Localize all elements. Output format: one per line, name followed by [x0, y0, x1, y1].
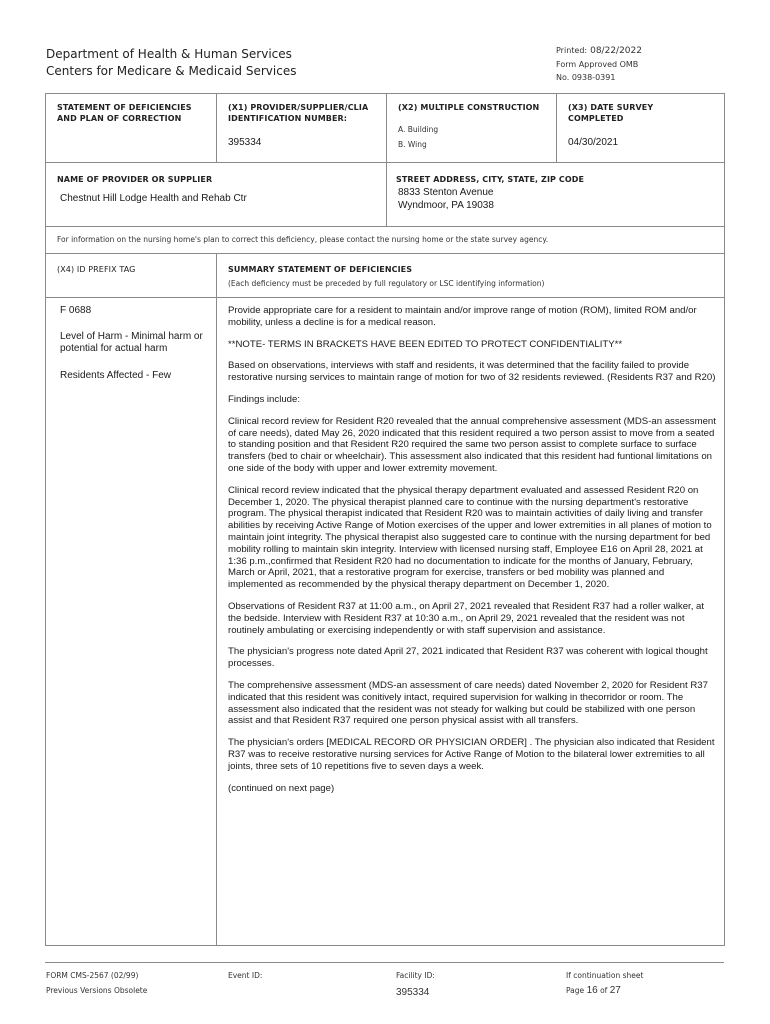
x2-building: A. Building	[398, 125, 439, 134]
agency-header	[46, 46, 296, 80]
divider	[216, 93, 217, 162]
harm-level: Level of Harm - Minimal harm or potential for actual harm	[60, 331, 203, 355]
paragraph: Provide appropriate care for a resident to maintain and/or improve range of motion (ROM), limited ROM and/or mobility, unless a decline is for a medical reason.	[228, 305, 697, 328]
print-info	[556, 44, 642, 84]
event-label: Event ID:	[228, 971, 263, 980]
paragraph: The physician's progress note dated April 27, 2021 indicated that Resident R37 was coherent with logical thought processes.	[228, 646, 708, 670]
provider-name: Chestnut Hill Lodge Health and Rehab Ctr	[60, 193, 247, 204]
agency-line-1: Department of Health & Human Services	[46, 47, 292, 61]
x2-wing: B. Wing	[398, 140, 427, 149]
statement-label: STATEMENT OF DEFICIENCIES AND PLAN OF CORRECTION	[57, 103, 192, 123]
paragraph: Observations of Resident R37 at 11:00 a.m., on April 27, 2021 revealed that Resident R37 had a roller walker, at the bedside. Interview with Resident R37 at 10:30 a.m., on April 29, 2021 revealed that the resident was not routinely ambulating or exercising independently or with staff supervision and assistance.	[228, 600, 705, 636]
paragraph: Clinical record review indicated that the physical therapy department evaluated and assessed Resident R20 on December 1, 2020. The physical therapist planned care to continue with the nursing department's restorative program. The physical therapist indicated that Resident R20 was to maintain activities of daily living and transfer abilities by receiving Active Range of Motion exercises of the upper and lower extremities in all planes of motion to maintain joint integrity. The physical therapist also suggested care to continue with the nursing department for bed mobility rolling to maintain skin integrity. Interview with licensed nursing staff, Employee E16 on April 28, 2021 at 1:36 p.m.,confirmed that Resident R20 had no documentation to indicate for the months of January, February, March or April, 2021, that a restorative program for exercise, transfers or bed mobility was planned and implemented as recommended by the physical therapy department on December 1, 2020.	[228, 484, 712, 591]
divider	[216, 253, 217, 945]
x1-label: (X1) PROVIDER/SUPPLIER/CLIA IDENTIFICATION NUMBER:	[228, 103, 369, 123]
page-of: of	[600, 986, 608, 995]
tag-column	[60, 305, 210, 394]
info-note: For information on the nursing home's plan to correct this deficiency, please contact the nursing home or the state survey agency.	[57, 235, 549, 244]
continued-note: (continued on next page)	[228, 782, 335, 794]
divider	[45, 297, 724, 298]
continuation-label: If continuation sheet	[566, 971, 644, 980]
printed-date: 08/22/2022	[590, 46, 642, 56]
omb-number: No. 0938-0391	[556, 73, 616, 82]
footer-divider	[45, 962, 724, 963]
divider	[556, 93, 557, 162]
form-id: FORM CMS-2567 (02/99)	[46, 971, 139, 980]
page-number: 16	[586, 985, 598, 996]
x3-value: 04/30/2021	[568, 137, 619, 148]
page-total: 27	[609, 985, 621, 996]
summary-label: SUMMARY STATEMENT OF DEFICIENCIES	[228, 265, 413, 274]
facility-label: Facility ID:	[396, 971, 435, 980]
tag-id: F 0688	[60, 305, 92, 316]
x4-label: (X4) ID PREFIX TAG	[57, 265, 136, 274]
divider	[45, 253, 724, 254]
paragraph: The physician's orders [MEDICAL RECORD OR PHYSICIAN ORDER] . The physician also indicated that Resident R37 was to receive restorative nursing services for Active Range of Motion to the bilateral lower extremities to all joints, three sets of 10 repetitions five to seven days a week.	[228, 737, 715, 772]
paragraph: Findings include:	[228, 393, 300, 405]
x2-label: (X2) MULTIPLE CONSTRUCTION	[398, 103, 540, 112]
facility-value: 395334	[396, 987, 430, 998]
provider-name-label: NAME OF PROVIDER OR SUPPLIER	[57, 175, 213, 184]
agency-line-2: Centers for Medicare & Medicaid Services	[46, 64, 297, 78]
printed-label: Printed:	[556, 46, 588, 55]
footer-page	[566, 969, 643, 997]
obsolete-note: Previous Versions Obsolete	[46, 986, 148, 995]
paragraph: Based on observations, interviews with staff and residents, it was determined that the facility failed to provide restorative nursing services to maintain range of motion for two of 32 residents reviewed. (Residents R37 and R20)	[228, 360, 716, 384]
x1-value: 395334	[228, 137, 262, 148]
divider	[45, 162, 724, 163]
address-line-1: 8833 Stenton Avenue	[398, 187, 494, 198]
footer-event	[228, 969, 262, 982]
footer-facility	[396, 969, 435, 999]
divider	[45, 226, 724, 227]
paragraph: Clinical record review for Resident R20 revealed that the annual comprehensive assessment (MDS-an assessment of care needs), dated May 26, 2020 indicated that this resident required a two person assist to move from a seated to standing position and that Resident R20 required the same two person assist to complete surface to surface transfers (bed to chair or wheelchair). This assessment also indicated that this resident had funtional limitations on one side of the body with upper and lower extremity movement.	[228, 415, 716, 474]
footer-form-id	[46, 969, 147, 997]
address-line-2: Wyndmoor, PA 19038	[398, 200, 494, 211]
residents-affected: Residents Affected - Few	[60, 369, 171, 381]
summary-body	[228, 305, 716, 804]
form-approved: Form Approved OMB	[556, 60, 639, 69]
page-label: Page	[566, 986, 585, 995]
paragraph: **NOTE- TERMS IN BRACKETS HAVE BEEN EDITED TO PROTECT CONFIDENTIALITY**	[228, 338, 623, 350]
summary-sub: (Each deficiency must be preceded by full regulatory or LSC identifying information)	[228, 279, 545, 288]
divider	[386, 93, 387, 226]
address-label: STREET ADDRESS, CITY, STATE, ZIP CODE	[396, 175, 585, 184]
x3-label: (X3) DATE SURVEY COMPLETED	[568, 103, 654, 123]
paragraph: The comprehensive assessment (MDS-an assessment of care needs) dated November 2, 2020 for Resident R37 indicated that this resident was conitively intact, required supervision for walking in thecorridor or room. The assessment also indicated that the resident was not steady for walking but could be stabilized with one person assist and that Resident R37 required one person physical assist with all transfers.	[228, 679, 708, 727]
